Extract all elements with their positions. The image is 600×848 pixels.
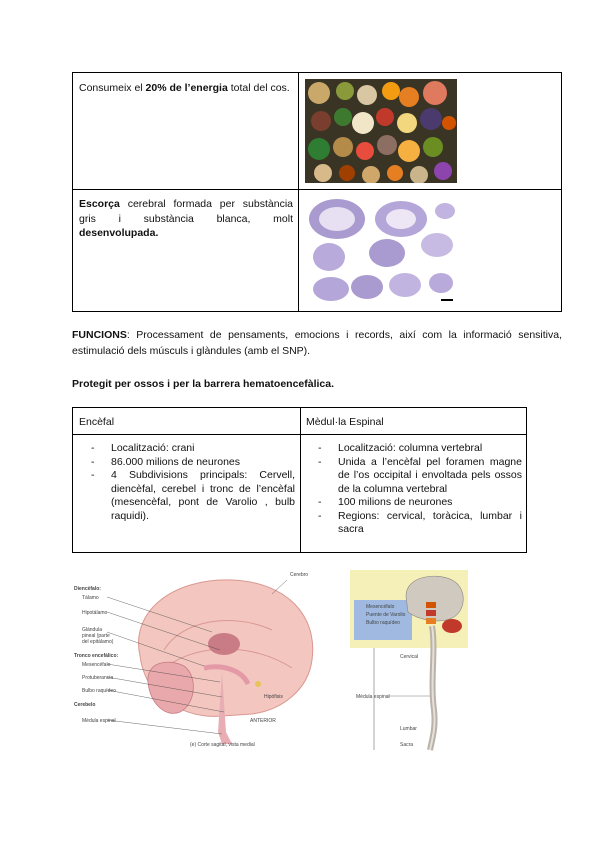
brain-sagittal-figure xyxy=(72,572,322,752)
functions-paragraph: FUNCIONS: Processament de pensaments, emocions i records, així com la informació sensitiva, estimulació dels músculs i glàndules (amb el SNP). xyxy=(72,329,562,357)
list-item: - 4 Subdivisions principals: Cervell, diencèfal, cerebel i tronc de l’encèfal (mesencèfal, pont de Varolio , bulb raquidi). xyxy=(85,469,295,523)
table-brain-features xyxy=(72,72,562,312)
header-medulla: Mèdul·la Espinal xyxy=(306,416,384,428)
header-encefal: Encèfal xyxy=(79,416,115,428)
label-midbrain: Mesencéfalo xyxy=(366,604,395,610)
label-medulla-oblongata: Bulbo raquídeo xyxy=(82,688,116,694)
list-item: - Localització: crani xyxy=(85,442,295,456)
list-item: - Unida a l’encèfal pel foramen magne de l’os occipital i envoltada pels ossos de la columna vertebral xyxy=(312,456,522,497)
label-spinal-cord: Médula espinal xyxy=(356,694,390,700)
table-column-divider xyxy=(298,73,299,311)
label-midbrain: Mesencéfalo xyxy=(82,662,111,668)
label-pons: Puente de Varolio xyxy=(366,612,406,618)
label-pituitary: Hipófisis xyxy=(264,694,283,700)
medulla-list xyxy=(312,442,522,537)
spinal-cord-image xyxy=(348,570,470,752)
label-thalamus: Tálamo xyxy=(82,595,99,601)
label-pineal: Glándula pineal (parte del epitálamo) xyxy=(82,627,114,645)
brain-sections-image xyxy=(305,195,457,305)
label-sacral: Sacra xyxy=(400,742,414,748)
label-spinal-cord: Médula espinal xyxy=(82,718,116,724)
table-encefal-medulla xyxy=(72,407,527,553)
list-item: - 86.000 milions de neurones xyxy=(85,456,295,470)
label-pons: Protuberancia xyxy=(82,675,114,681)
protection-heading: Protegit per ossos i per la barrera hematoencefàlica. xyxy=(72,378,335,390)
label-lumbar: Lumbar xyxy=(400,726,417,732)
label-cervical: Cervical xyxy=(400,654,419,660)
label-diencephalon: Diencèfalo: xyxy=(74,586,101,592)
food-image xyxy=(305,79,457,183)
encefal-list xyxy=(85,442,295,523)
list-item: - Regions: cervical, toràcica, lumbar i sacra xyxy=(312,510,522,537)
label-hypothalamus: Hipotálamo xyxy=(82,610,108,616)
figure-caption: (e) Corte sagital, vista medial xyxy=(190,742,255,748)
label-cerebrum: Cerebro xyxy=(290,572,309,578)
label-cerebellum: Cerebelo xyxy=(74,702,96,708)
table-row-divider xyxy=(73,189,561,190)
energy-text: Consumeix el 20% de l’energia total del cos. xyxy=(79,82,290,94)
table-column-divider xyxy=(300,408,301,552)
list-item: - Localització: columna vertebral xyxy=(312,442,522,456)
spinal-cord-figure xyxy=(348,570,470,752)
list-item: - 100 milions de neurones xyxy=(312,496,522,510)
label-medulla-oblongata: Bulbo raquídeo xyxy=(366,620,400,626)
cortex-text: Escorça cerebral formada per substància gris i substància blanca, molt desenvolupada. xyxy=(79,198,293,239)
label-anterior: ANTERIOR xyxy=(250,718,276,724)
label-brainstem: Tronco encefálico: xyxy=(74,653,119,659)
